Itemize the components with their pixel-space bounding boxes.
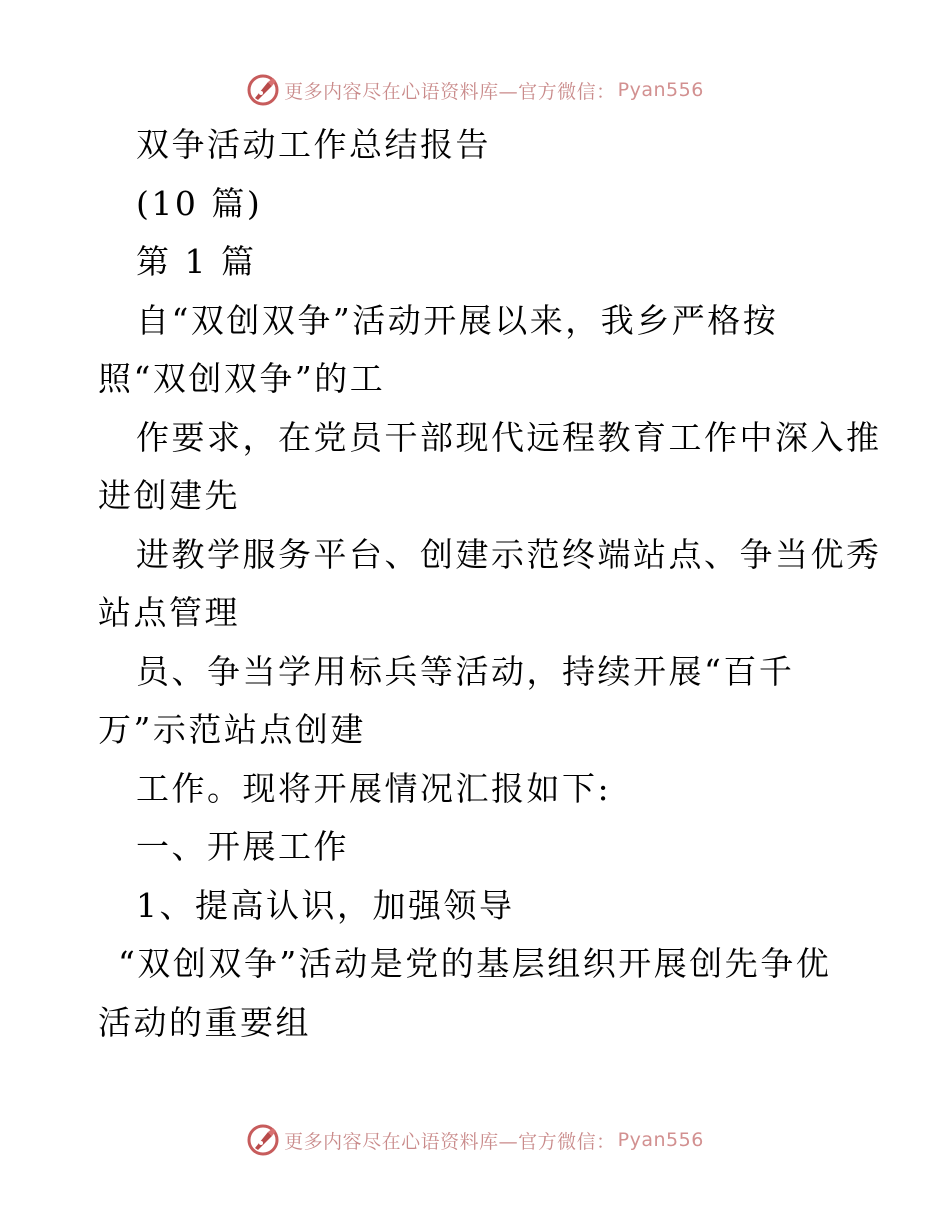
- paragraph-line: 作要求，在党员干部现代远程教育工作中深入推: [136, 417, 882, 457]
- paragraph-line: 进教学服务平台、创建示范终端站点、争当优秀: [136, 534, 882, 574]
- paragraph-line: 万”示范站点创建: [98, 710, 366, 749]
- paragraph-line: 进创建先: [98, 476, 240, 515]
- document-subtitle: (10 篇): [136, 183, 263, 223]
- section-heading: 第 1 篇: [136, 242, 257, 281]
- paragraph-line: 照“双创双争”的工: [98, 359, 386, 398]
- section-heading: 一、开展工作: [136, 827, 349, 866]
- paragraph-line: 工作。现将开展情况汇报如下:: [136, 768, 612, 808]
- subsection-heading: 1、提高认识，加强领导: [136, 885, 515, 925]
- watermark-account: Pyan556: [617, 79, 704, 101]
- document-body: [98, 116, 882, 1052]
- pen-nib-logo-icon: [246, 1123, 280, 1157]
- pen-nib-logo-icon: [246, 73, 280, 107]
- watermark-text: 更多内容尽在心语资料库—官方微信：: [284, 80, 616, 103]
- header-watermark: [0, 72, 950, 108]
- document-title: 双争活动工作总结报告: [136, 125, 491, 164]
- paragraph-line: 活动的重要组: [98, 1002, 311, 1042]
- watermark-account: Pyan556: [617, 1129, 704, 1151]
- watermark-text: 更多内容尽在心语资料库—官方微信：: [284, 1130, 616, 1153]
- paragraph-line: 自“双创双争”活动开展以来，我乡严格按: [136, 300, 779, 340]
- paragraph-line: 站点管理: [98, 593, 240, 632]
- paragraph-line: “双创双争”活动是党的基层组织开展创先争优: [118, 944, 832, 983]
- paragraph-line: 员、争当学用标兵等活动，持续开展“百千: [136, 651, 795, 691]
- footer-watermark: [0, 1122, 950, 1158]
